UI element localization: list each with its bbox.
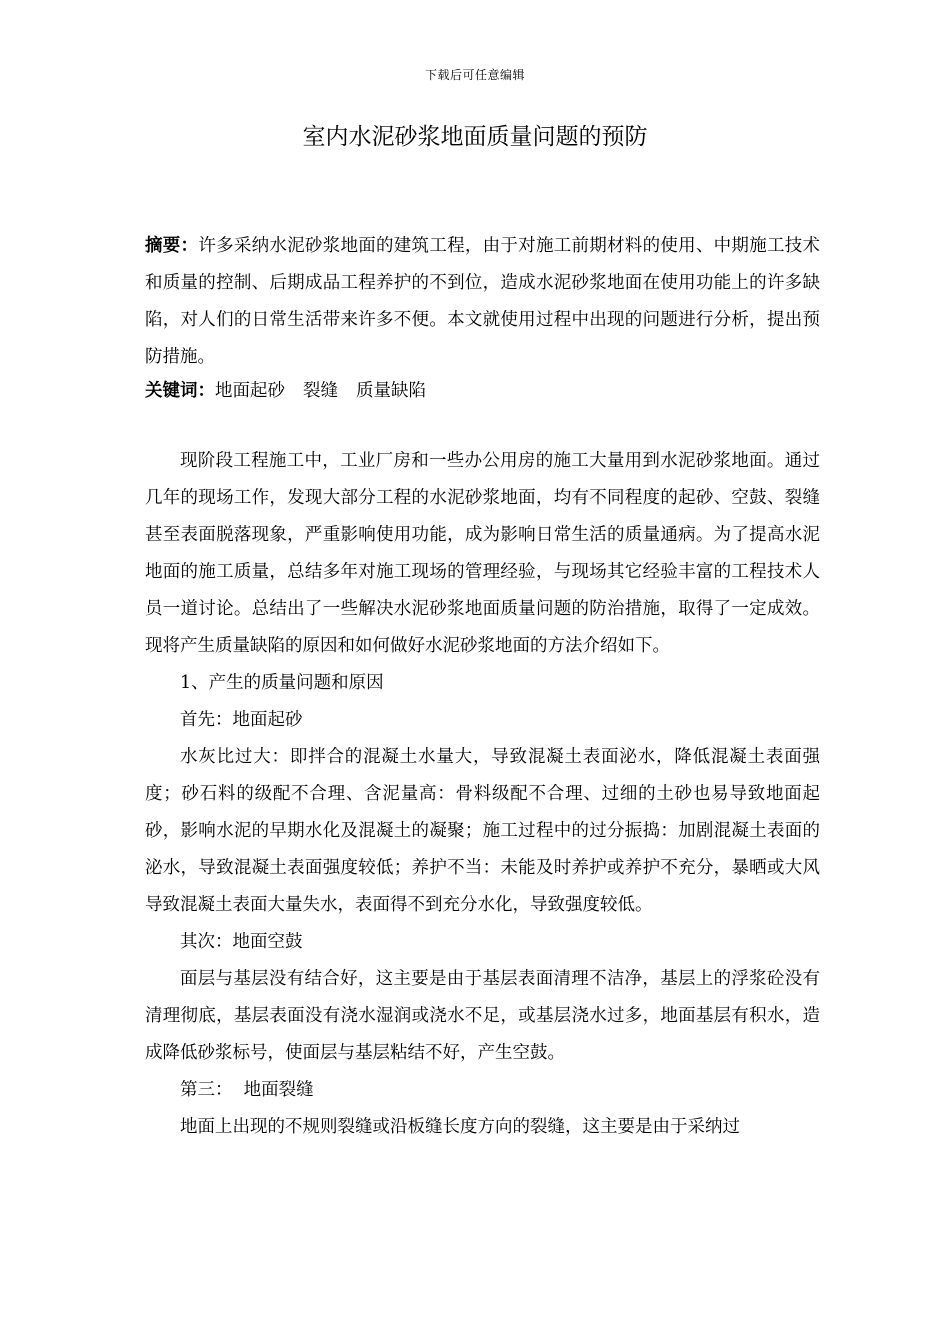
abstract-paragraph [145, 228, 820, 376]
body-paragraph-hollowing: 面层与基层没有结合好，这主要是由于基层表面清理不洁净，基层上的浮浆砼没有清理彻底，基层表面没有浇水湿润或浇水不足，或基层浇水过多，地面基层有积水，造成降低砂浆标号，使面层与基层粘结不好，产生空鼓。 [145, 969, 820, 1063]
subheading-cracks: 第三： 地面裂缝 [180, 1080, 314, 1100]
keywords-label: 关键词： [145, 381, 215, 401]
body-paragraph-cracks: 地面上出现的不规则裂缝或沿板缝长度方向的裂缝，这主要是由于采纳过 [180, 1117, 740, 1137]
body-paragraph-intro: 现阶段工程施工中，工业厂房和一些办公用房的施工大量用到水泥砂浆地面。通过几年的现场工作，发现大部分工程的水泥砂浆地面，均有不同程度的起砂、空鼓、裂缝甚至表面脱落现象，严重影响使用功能，成为影响日常生活的质量通病。为了提高水泥地面的施工质量，总结多年对施工现场的管理经验，与现场其它经验丰富的工程技术人员一道讨论。总结出了一些解决水泥砂浆地面质量问题的防治措施，取得了一定成效。现将产生质量缺陷的原因和如何做好水泥砂浆地面的方法介绍如下。 [145, 451, 820, 656]
abstract-text: 许多采纳水泥砂浆地面的建筑工程，由于对施工前期材料的使用、中期施工技术和质量的控制、后期成品工程养护的不到位，造成水泥砂浆地面在使用功能上的许多缺陷，对人们的日常生活带来许多不便。本文就使用过程中出现的问题进行分析，提出预防措施。 [145, 236, 820, 367]
abstract-label: 摘要： [145, 236, 199, 256]
body-paragraph-sanding: 水灰比过大：即拌合的混凝土水量大，导致混凝土表面泌水，降低混凝土表面强度；砂石料的级配不合理、含泥量高：骨料级配不合理、过细的土砂也易导致地面起砂，影响水泥的早期水化及混凝土的凝聚；施工过程中的过分振捣：加剧混凝土表面的泌水，导致混凝土表面强度较低；养护不当：未能及时养护或养护不充分，暴晒或大风导致混凝土表面大量失水，表面得不到充分水化，导致强度较低。 [145, 747, 820, 915]
keyword-item: 裂缝 [303, 381, 338, 401]
subheading-hollowing: 其次：地面空鼓 [180, 932, 303, 952]
keywords-line [145, 373, 820, 410]
header-note: 下载后可任意编辑 [424, 68, 525, 82]
main-body [145, 443, 820, 1146]
section-heading-causes: 1、产生的质量问题和原因 [180, 673, 384, 693]
keyword-item: 质量缺陷 [356, 381, 426, 401]
keyword-item: 地面起砂 [215, 381, 285, 401]
document-title: 室内水泥砂浆地面质量问题的预防 [302, 124, 648, 150]
subheading-sanding: 首先：地面起砂 [180, 710, 303, 730]
